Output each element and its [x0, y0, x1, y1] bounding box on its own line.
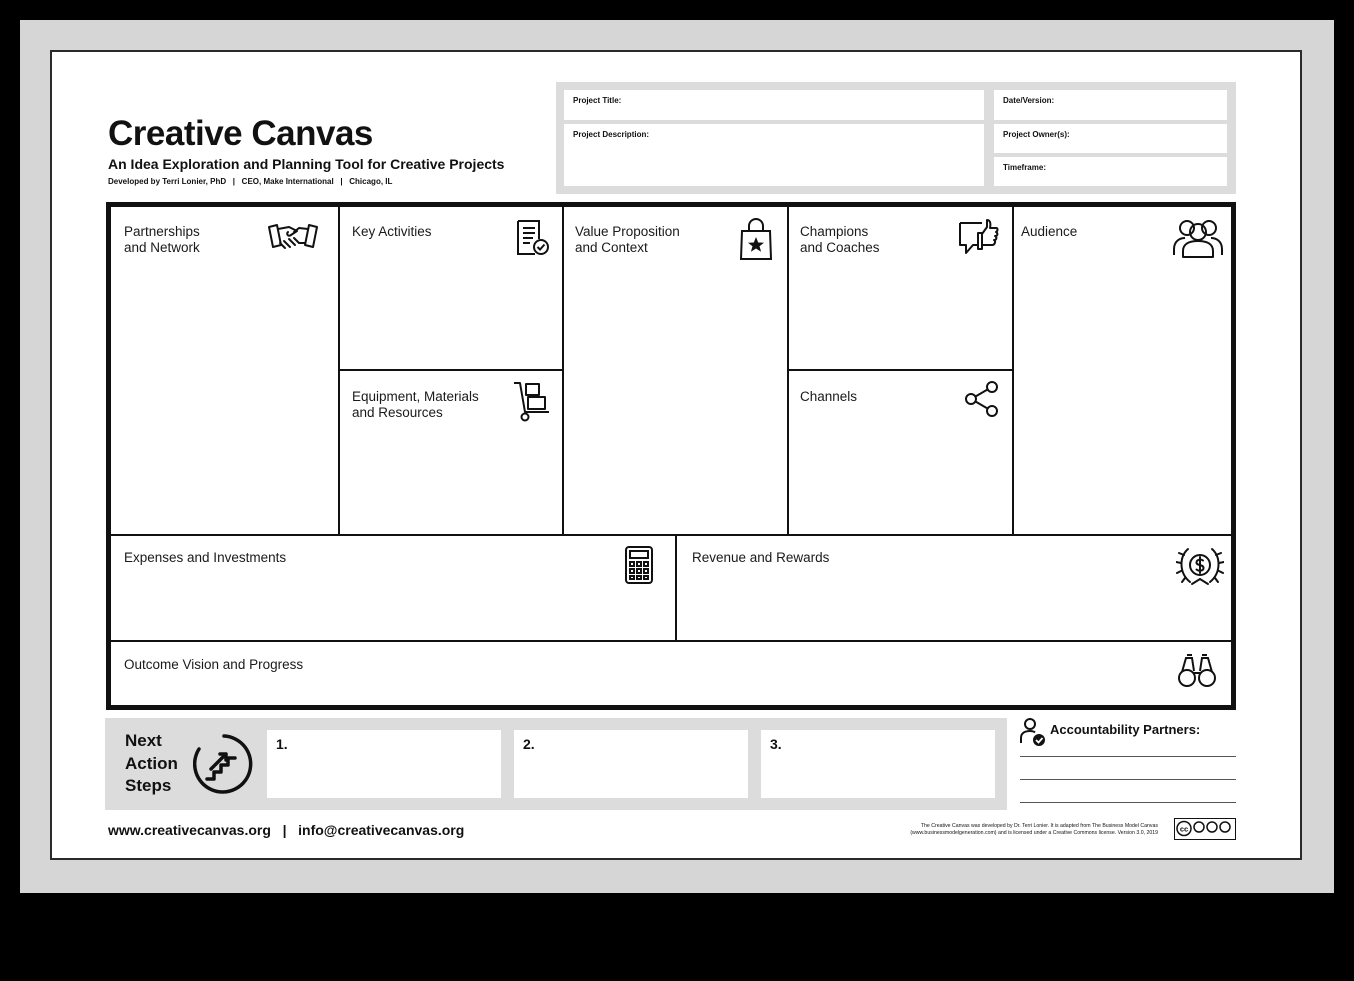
next-step-3-number: 3. [770, 736, 782, 752]
channels-cell[interactable] [788, 370, 1013, 535]
hand-truck-icon [511, 380, 553, 422]
thumbs-up-speech-icon [956, 217, 1000, 259]
cc-license-icon [1175, 819, 1234, 838]
equipment-label: Equipment, Materials and Resources [352, 389, 479, 420]
project-title-field[interactable] [564, 90, 984, 120]
user-check-icon [1018, 717, 1048, 747]
next-step-1[interactable] [267, 730, 501, 798]
next-action-steps-label: Next Action Steps [125, 731, 178, 795]
champions-cell[interactable] [788, 207, 1013, 370]
creative-commons-badge [1174, 818, 1236, 840]
shopping-bag-star-icon [738, 217, 774, 261]
outcome-label: Outcome Vision and Progress [124, 657, 304, 672]
page-subtitle: An Idea Exploration and Planning Tool for Creative Projects [108, 156, 505, 172]
revenue-cell[interactable] [676, 535, 1231, 641]
value-proposition-cell[interactable] [563, 207, 788, 535]
key-activities-cell[interactable] [339, 207, 563, 370]
canvas-grid [106, 202, 1236, 710]
equipment-cell[interactable] [339, 370, 563, 535]
expenses-label: Expenses and Investments [124, 550, 287, 565]
next-step-2[interactable] [514, 730, 748, 798]
value-proposition-label: Value Proposition and Context [575, 224, 680, 255]
expenses-cell[interactable] [111, 535, 676, 641]
champions-label: Champions and Coaches [800, 224, 880, 255]
footer-links: www.creativecanvas.org | info@creativecanvas.org [108, 822, 465, 838]
stairs-arrow-icon [193, 733, 255, 795]
accountability-partners-title: Accountability Partners: [1050, 722, 1201, 737]
share-icon [963, 380, 1001, 418]
revenue-label: Revenue and Rewards [692, 550, 830, 565]
accountability-line-3[interactable] [1020, 802, 1236, 803]
partnerships-label: Partnerships and Network [124, 224, 200, 255]
key-activities-label: Key Activities [352, 224, 432, 239]
next-action-steps-panel [105, 718, 1007, 810]
calculator-icon [623, 545, 655, 585]
handshake-icon [267, 219, 319, 255]
timeframe-label: Timeframe: [1003, 163, 1046, 172]
credits-line: Developed by Terri Lonier, PhD | CEO, Make International | Chicago, IL [108, 177, 393, 186]
date-version-field[interactable] [994, 90, 1227, 120]
next-step-1-number: 1. [276, 736, 288, 752]
cc-badge-text: cc [1179, 824, 1189, 834]
outcome-cell[interactable] [111, 641, 1231, 705]
project-title-label: Project Title: [573, 96, 622, 105]
project-owners-field[interactable] [994, 124, 1227, 153]
channels-label: Channels [800, 389, 858, 404]
partnerships-cell[interactable] [111, 207, 339, 535]
audience-cell[interactable] [1013, 207, 1231, 535]
page-title: Creative Canvas [108, 114, 373, 153]
accountability-line-2[interactable] [1020, 779, 1236, 780]
date-version-label: Date/Version: [1003, 96, 1055, 105]
binoculars-icon [1177, 653, 1217, 689]
next-step-3[interactable] [761, 730, 995, 798]
accountability-line-1[interactable] [1020, 756, 1236, 757]
project-description-label: Project Description: [573, 130, 650, 139]
timeframe-field[interactable] [994, 157, 1227, 186]
next-step-2-number: 2. [523, 736, 535, 752]
license-text: The Creative Canvas was developed by Dr. Terri Lonier. It is adapted from The Business Model Canvas (www.businessmodelgeneration.com) and is licensed under a Creative Commons license. Version 3.0, 2019 [910, 823, 1158, 836]
checklist-document-icon [513, 217, 553, 257]
dollar-laurel-icon [1176, 543, 1224, 587]
project-owners-label: Project Owner(s): [1003, 130, 1070, 139]
group-people-icon [1171, 217, 1225, 259]
project-description-field[interactable] [564, 124, 984, 186]
audience-label: Audience [1021, 224, 1078, 239]
project-info-panel [556, 82, 1236, 194]
